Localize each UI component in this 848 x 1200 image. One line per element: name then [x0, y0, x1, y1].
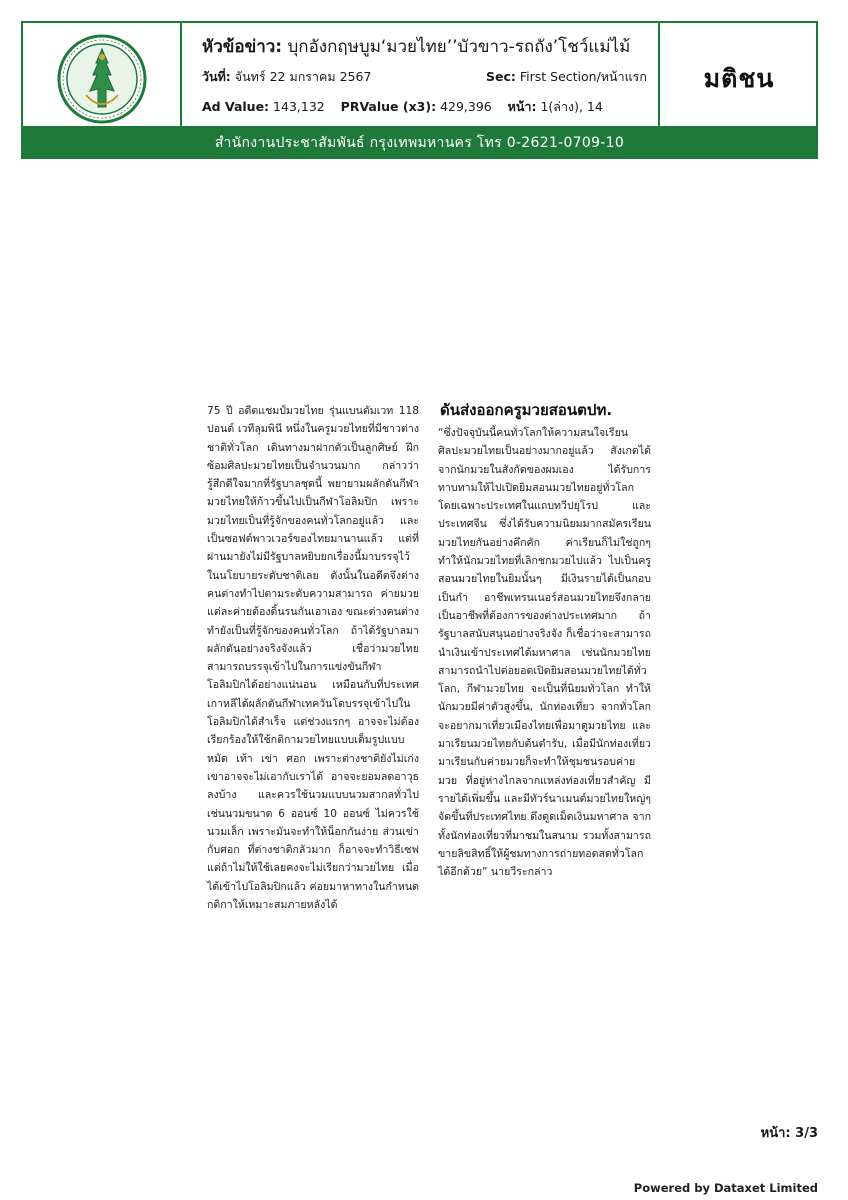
publisher-logo-text: มติชน — [703, 64, 775, 93]
article-left-column: 75 ปี อดีตแชมป์มวยไทย รุ่นแบนตัมเวท 118 ปอนด์ เวทีลุมพินี หนึ่งในครูมวยไทยที่มีชาวต่างชาติทั่วโลก เดินทางมาฝากตัวเป็นลูกศิษย์ ฝึกซ้อมศิลปะมวยไทยเป็นจำนวนมาก กล่าวว่า รู้สึกดีใจมากที่รัฐบาลชุดนี้ พยายามผลักดันกีฬามวยไทยให้ก้าวขึ้นไปเป็นกีฬาโอลิมปิก เพราะมวยไทยเป็นที่รู้จักของคนทั่วโลกอยู่แล้ว และเป็นซอฟต์พาวเวอร์ของไทยมานานแล้ว แต่ที่ผ่านมายังไม่มีรัฐบาลหยิบยกเรื่องนี้มาบรรจุไว้ในนโยบายระดับชาติเลย ดังนั้นในอดีตจึงต่างคนต่างทำไปตามระดับความสามารถ ค่ายมวยแต่ละค่ายต้องดิ้นรนกันเอาเอง ขณะต่างคนต่างทำยังเป็นที่รู้จักของคนทั่วโลก ถ้าได้รัฐบาลมาผลักดันอย่างจริงจังแล้ว เชื่อว่ามวยไทยสามารถบรรจุเข้าไปในการแข่งขันกีฬาโอลิมปิกได้อย่างแน่นอน เหมือนกับที่ประเทศเกาหลีได้ผลักดันกีฬาเทควันโดบรรจุเข้าไปในโอลิมปิกได้สำเร็จ แต่ช่วงแรกๆ อาจจะไม่ต้องเรียกร้องให้ใช้กติกามวยไทยแบบเต็มรูปแบบ หมัด เท้า เข่า ศอก เพราะต่างชาติยังไม่เก่ง เขาอาจจะไม่เอากับเราได้ อาจจะยอมลดอาวุธลงบ้าง และควรใช้นวมแบบนวมสากลทั่วไป เช่นนวมขนาด 6 ออนซ์ 10 ออนซ์ ไม่ควรใช้นวมเล็ก เพราะมันจะทำให้น็อกกันง่าย ส่วนเข่ากับศอก ที่ต่างชาติกลัวมาก ก็อาจจะทำวิธีเซฟ แต่ถ้าไม่ให้ใช้เลยคงจะไม่เรียกว่ามวยไทย เมื่อได้เข้าไปโอลิมปิกแล้ว ค่อยมาหาทางในกำหนดกติกาให้เหมาะสมภายหลังได้ — [207, 405, 419, 912]
logo-cell — [23, 23, 182, 135]
page-number-value: 3/3 — [795, 1126, 818, 1141]
pr-value: 429,396 — [440, 99, 492, 114]
date-row — [202, 67, 371, 87]
headline: บุกอังกฤษบูม‘มวยไทย’’บัวขาว-รถถัง’โชว์แม่ไม้ — [287, 37, 631, 57]
article-subheading: ดันส่งออกครูมวยสอนตปท. — [440, 401, 613, 419]
headline-row — [202, 33, 630, 60]
news-header-box — [21, 21, 818, 137]
ad-value: 143,132 — [273, 99, 325, 114]
powered-by: Powered by Dataxet Limited — [633, 1181, 818, 1195]
value-row — [202, 97, 603, 117]
header-info — [182, 23, 656, 135]
page-number-label: หน้า: — [760, 1126, 791, 1141]
date-label: วันที่: — [202, 69, 231, 84]
date-value: จันทร์ 22 มกราคม 2567 — [234, 69, 372, 84]
contact-banner — [21, 126, 818, 159]
article-right-column: “ซึ่งปัจจุบันนี้คนทั่วโลกให้ความสนใจเรียนศิลปะมวยไทยเป็นอย่างมากอยู่แล้ว สังเกตได้จากนักมวยในสังกัดของผมเอง ได้รับการทาบทามให้ไปเปิดยิมสอนมวยไทยอยู่ทั่วโลก โดยเฉพาะประเทศในแถบทวีปยุโรป และประเทศจีน ซึ่งได้รับความนิยมมากสมัครเรียนมวยไทยกันอย่างคึกคัก ค่าเรียนก็ไม่ใช่ถูกๆ ทำให้นักมวยไทยที่เลิกชกมวยไปแล้ว ไปเป็นครูสอนมวยไทยในยิมนั้นๆ มีเงินรายได้เป็นกอบเป็นกำ อาชีพเทรนเนอร์สอนมวยไทยจึงกลายเป็นอาชีพที่ต้องการของต่างประเทศมาก ถ้ารัฐบาลสนับสนุนอย่างจริงจัง ก็เชื่อว่าจะสามารถนำเงินเข้าประเทศได้มหาศาล เช่นนักมวยไทย สามารถนำไปต่อยอดเปิดยิมสอนมวยไทยได้ทั่วโลก, กีฬามวยไทย จะเป็นที่นิยมทั่วโลก ทำให้นักมวยมีค่าตัวสูงขึ้น, นักท่องเที่ยว จากทั่วโลก จะอยากมาเที่ยวเมืองไทยเพื่อมาดูมวยไทย และมาเรียนมวยไทยกับต้นตำรับ, เมื่อมีนักท่องเที่ยวมาเรียนกับค่ายมวยก็จะทำให้ชุมชนรอบค่ายมวย ที่อยู่ห่างไกลจากแหล่งท่องเที่ยวสำคัญ มีรายได้เพิ่มขึ้น และมีทัวร์นาเมนต์มวยไทยใหญ่ๆ จัดขึ้นที่ประเทศไทย ดึงดูดเม็ดเงินมหาศาล จากทั้งนักท่องเที่ยวที่มาชมในสนาม รวมทั้งสามารถขายลิขสิทธิ์ให้ผู้ชมทางการถ่ายทอดสดทั่วโลกได้อีกด้วย” นายวีระกล่าว — [438, 427, 651, 879]
section-label: Sec: — [486, 69, 516, 84]
headline-label: หัวข้อข่าว: — [202, 37, 283, 57]
publisher-cell — [658, 23, 818, 135]
section-value: First Section/หน้าแรก — [519, 69, 647, 84]
bangkok-seal-logo — [56, 33, 148, 125]
page-number — [761, 1122, 818, 1143]
section-row — [486, 67, 647, 87]
contact-banner-text: สำนักงานประชาสัมพันธ์ กรุงเทพมหานคร โทร 0-2621-0709-10 — [214, 134, 625, 151]
page-value: 1(ล่าง), 14 — [540, 99, 603, 114]
pr-value-label: PRValue (x3): — [340, 99, 437, 114]
ad-value-label: Ad Value: — [202, 99, 270, 114]
page-label: หน้า: — [507, 99, 537, 114]
